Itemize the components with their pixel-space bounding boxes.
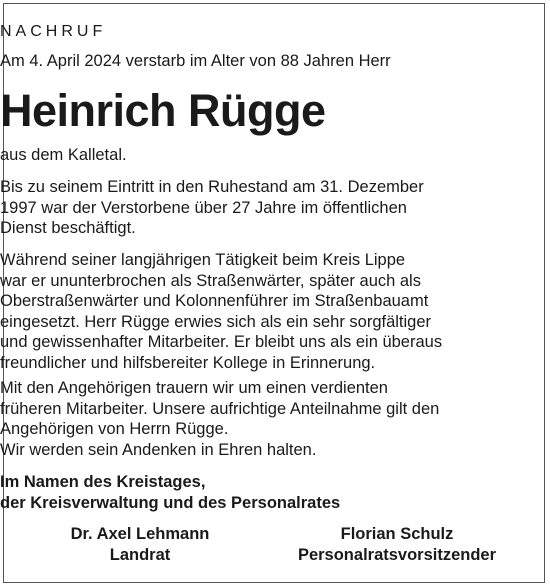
signer-title: Personalratsvorsitzender (297, 546, 497, 564)
closing-line-1: Im Namen des Kreistages, (0, 473, 206, 491)
paragraph-line: Mit den Angehörigen trauern wir um einen verdienten (0, 379, 388, 397)
paragraph-line: Dienst beschäftigt. (0, 219, 136, 238)
paragraph-line: Bis zu seinem Eintritt in den Ruhestand am 31. Dezember (0, 178, 424, 196)
paragraph-line: Angehörigen von Herrn Rügge. (0, 420, 229, 439)
origin-text: aus dem Kalletal. (0, 146, 127, 164)
paragraph-line: Während seiner langjährigen Tätigkeit beim Kreis Lippe (0, 251, 406, 269)
signature-right (262, 524, 532, 566)
paragraph-line: früheren Mitarbeiter. Unsere aufrichtige Anteilnahme gilt den (0, 399, 440, 418)
paragraph-line: Oberstraßenwärter und Kolonnenführer im Straßenbauamt (0, 292, 429, 311)
paragraph-condolence (0, 378, 550, 460)
signer-name: Florian Schulz (340, 525, 454, 543)
paragraph-work (0, 250, 550, 374)
intro-text: Am 4. April 2024 verstarb im Alter von 88 Jahren Herr (0, 52, 391, 70)
paragraph-line: und gewissenhafter Mitarbeiter. Er bleibt uns als ein überaus (0, 333, 443, 352)
signer-title: Landrat (109, 546, 171, 564)
closing-line-2: der Kreisverwaltung und des Personalrates (0, 494, 341, 512)
paragraph-line: Wir werden sein Andenken in Ehren halten. (0, 440, 317, 459)
paragraph-line: war er ununterbrochen als Straßenwärter, später auch als (0, 271, 421, 290)
paragraph-line: freundlicher und hilfsbereiter Kollege in Erinnerung. (0, 353, 376, 372)
obituary-heading: NACHRUF (0, 23, 107, 40)
signature-left (20, 524, 260, 566)
closing-block (0, 472, 550, 514)
paragraph-career (0, 177, 550, 239)
deceased-name: Heinrich Rügge (0, 85, 326, 136)
signer-name: Dr. Axel Lehmann (70, 525, 210, 543)
paragraph-line: eingesetzt. Herr Rügge erwies sich als ein sehr sorgfältiger (0, 312, 432, 331)
paragraph-line: 1997 war der Verstorbene über 27 Jahre im öffentlichen (0, 198, 407, 217)
